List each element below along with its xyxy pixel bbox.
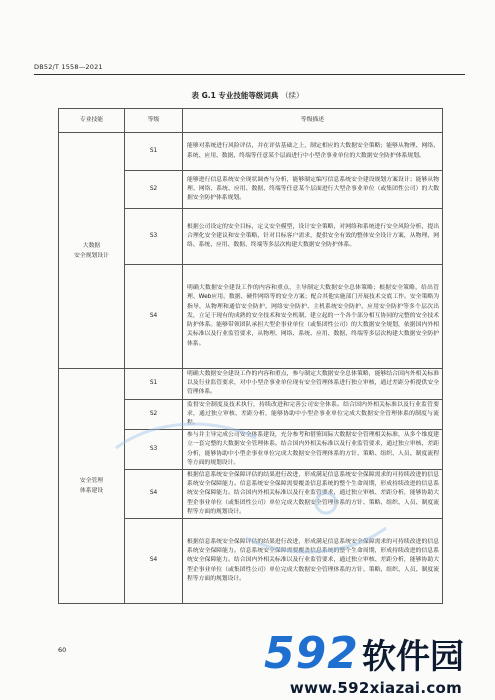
- level-cell: S3: [125, 430, 183, 470]
- description-cell: 参与并主导完成公司安全体系建设，充分参考和借鉴国际大数据安全管理相关标准，从多个维度建立一套完整的大数据安全管理体系。结合国内外相关标准以及行业监管要求，通过独立审核、差距分析，能够协助中小型企事业单位完成大数据安全管理体系的方针、策略、组织、人员、制度流程等方面的规划设计。: [183, 430, 443, 470]
- column-header-description: 等级描述: [183, 109, 443, 133]
- skill-name-line: 安全规划设计: [74, 252, 109, 259]
- brand-url: www.592xiazai.com: [289, 679, 463, 697]
- standard-code: DB52/T 1558—2021: [34, 63, 103, 71]
- level-cell: S1: [125, 369, 183, 400]
- skill-name-line: 安全管理: [79, 478, 104, 485]
- header-rule: [34, 74, 465, 75]
- skill-name-line: 体系建设: [79, 488, 104, 495]
- table-caption: [0, 90, 495, 101]
- description-cell: 根据信息系统安全保障评估的结果进行改进，形成满足信息系统安全保障需求的可持续改进的信息系统安全保障能力。信息系统安全保障需要覆盖信息系统的整个生命周期，形成持续改进的信息系统安全保障能力。结合国内外相关标准以及行业监管要求，通过独立审核、差距分析，能够协助大型企事业单位（或集团性公司）单位完成大数据安全管理体系的方针、策略、组织、人员、制度流程等方面的规划设计。: [183, 470, 443, 519]
- description-cell: 根据信息系统安全保障评估的结果进行改进，形成满足信息系统安全保障需求的可持续改进的信息系统安全保障能力。信息系统安全保障需要覆盖信息系统的整个生命周期，形成持续改进的信息系统安全保障能力。结合国内外相关标准以及行业监管要求，通过独立审核、差距分析，能够协助大型企事业单位（或集团性公司）单位完成大数据安全管理体系的方针、策略、组织、人员、制度流程等方面的规划设计。: [183, 519, 443, 604]
- level-cell: S2: [125, 399, 183, 430]
- description-cell: 能够进行信息系统安全现状调查与分析，能够制定编写信息系统安全建设规划方案设计；能够从物理、网络、系统、应用、数据、终端等任意某个层面进行大型企事业单位（或集团性公司）的大数据安全防护体系规划。: [183, 171, 443, 209]
- table-header-row: [59, 109, 443, 133]
- skill-cell-management-system: [59, 369, 125, 604]
- table-row: [59, 133, 443, 171]
- table-row: [59, 369, 443, 400]
- column-header-level: 等级: [125, 109, 183, 133]
- level-cell: S3: [125, 209, 183, 265]
- level-cell: S4: [125, 519, 183, 604]
- skill-cell-security-planning: [59, 133, 125, 369]
- level-cell: S4: [125, 265, 183, 369]
- description-cell: 明确大数据安全建设工作的内容和重点，参与制定大数据安全总体策略，能够结合国内外相关标准以及行业监管要求，对中小型企事业单位现有安全管理体系进行独立审核，通过差距分析提供安全管理体系。: [183, 369, 443, 400]
- description-cell: 明确大数据安全建设工作的内容和重点，主导制定大数据安全总体策略；根据安全策略，给出管理、Web应用、数据、硬件网络等的安全方案；配合其他实施部门开展技术交底工作。安全策略为指导，从物理和通信安全防护、网络安全防护、主机系统安全防护、应用安全防护等多个层次出发，立足于现有的成熟的安全技术和安全机制，建立起的一个各个部分相互协同的完整的安全技术防护体系。能够带领团队承担大型企事业单位（或集团性公司）的大数据安全规划，依据国内外相关标准以及行业监管要求，从物理、网络、系统、应用、数据、终端等多层次构建大数据安全防护体系。: [183, 265, 443, 369]
- svg-text:软件园: 软件园: [362, 637, 464, 675]
- page-number: 60: [58, 646, 67, 654]
- table-caption-title: 表 G.1 专业技能等级词典: [191, 91, 279, 100]
- description-cell: 能够对系统进行风险评估，并在评估基础之上，制定相应的大数据安全策略；能够从物理、网络、系统、应用、数据、终端等任意某个层面进行中小型企事业单位的大数据安全防护体系规划。: [183, 133, 443, 171]
- skill-level-table: [58, 108, 443, 604]
- skill-name-line: 大数据: [82, 242, 101, 249]
- description-cell: 根据公司设定的安全目标，定义安全模型，设计安全策略，对网络和系统进行安全风险分析，提出合理化安全建议和安全策略，针对目标客户需求，提供安全有效的整体安全设计方案，从物理、网络、系统、应用、数据、终端等多层次构建大数据安全防护体系。: [183, 209, 443, 265]
- description-cell: 监督安全制度及技术执行，持续改进和完善公司安全体系。结合国内外相关标准以及行业监管要求，通过独立审核、差距分析，能够协助中小型企事业单位完成大数据安全管理体系的制度与流程。: [183, 399, 443, 430]
- table-caption-continued: （续）: [281, 91, 304, 100]
- svg-text:592: 592: [264, 629, 359, 675]
- level-cell: S1: [125, 133, 183, 171]
- column-header-skill: 专业技能: [59, 109, 125, 133]
- brand-logo: [262, 629, 490, 675]
- level-cell: S4: [125, 470, 183, 519]
- brand-watermark: [262, 629, 490, 695]
- level-cell: S2: [125, 171, 183, 209]
